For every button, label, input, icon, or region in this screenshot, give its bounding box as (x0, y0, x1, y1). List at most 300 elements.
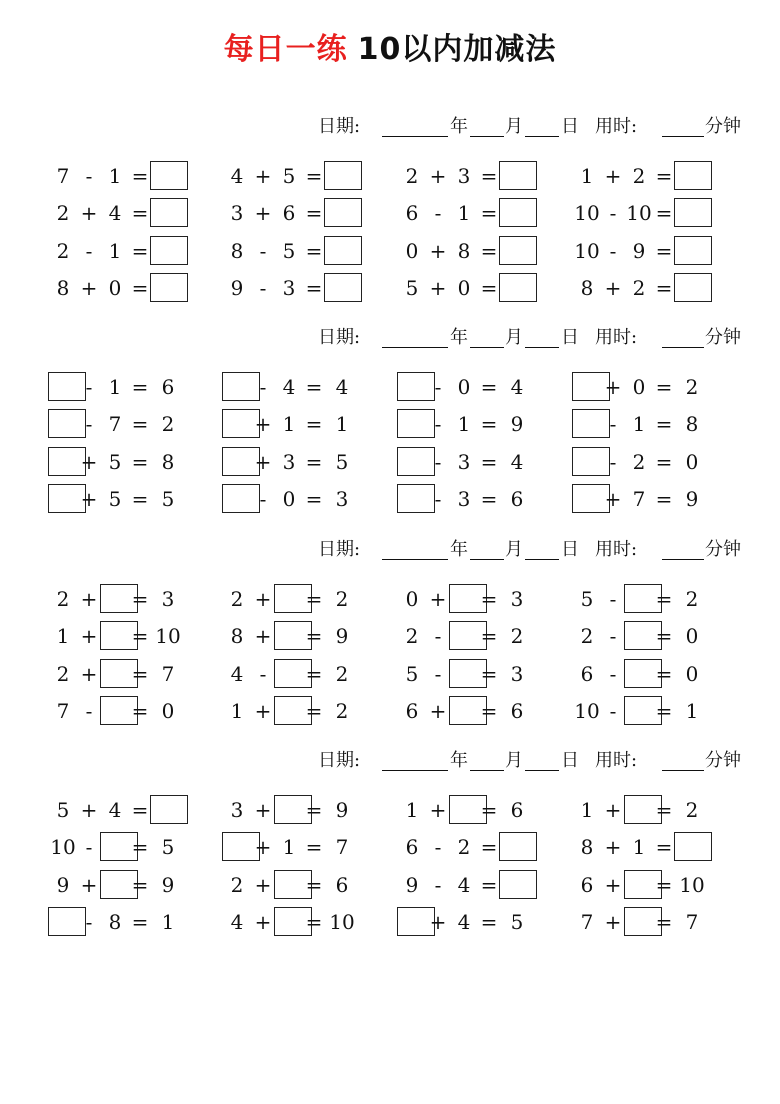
operator: - (259, 661, 267, 686)
answer-box[interactable] (674, 273, 712, 302)
equals-sign: = (131, 661, 149, 686)
answer-box[interactable] (324, 161, 362, 190)
operand: 6 (580, 661, 594, 686)
result: 9 (161, 872, 175, 897)
time-blank[interactable] (662, 347, 704, 348)
date-time-header (0, 748, 780, 774)
result: 9 (335, 798, 349, 822)
year-blank[interactable] (382, 559, 448, 560)
operator: + (254, 798, 272, 822)
answer-box[interactable] (150, 161, 188, 190)
equation (572, 160, 747, 192)
problem-row (0, 371, 780, 403)
operator: + (254, 624, 272, 649)
minute-label: 分钟 (705, 116, 741, 137)
operand: 4 (282, 375, 296, 399)
equation (397, 371, 572, 403)
result: 7 (335, 835, 349, 860)
operand: 2 (580, 624, 594, 649)
answer-box[interactable] (150, 795, 188, 824)
equals-sign: = (305, 486, 323, 511)
equation (222, 869, 397, 901)
operand: 9 (405, 872, 419, 897)
result: 6 (510, 798, 524, 822)
equals-sign: = (480, 486, 498, 511)
operator: + (80, 201, 98, 226)
operator: - (434, 486, 442, 511)
answer-box[interactable] (499, 870, 537, 899)
operand: 8 (230, 624, 244, 649)
result: 7 (685, 909, 699, 934)
operator: - (85, 909, 93, 934)
operand: 1 (108, 375, 122, 399)
equation (222, 620, 397, 652)
result: 5 (510, 909, 524, 934)
equals-sign: = (655, 624, 673, 649)
equation (397, 272, 572, 304)
operand: 8 (230, 238, 244, 263)
month-label: 月 (505, 539, 523, 560)
day-label: 日 (561, 116, 579, 137)
date-time-header (0, 114, 780, 140)
equation (397, 235, 572, 267)
operator: - (85, 375, 93, 399)
equation (572, 906, 747, 938)
operand: 8 (457, 238, 471, 263)
equation (572, 695, 747, 727)
result: 4 (335, 375, 349, 399)
equals-sign: = (131, 872, 149, 897)
operand: 2 (56, 587, 70, 611)
equation (397, 408, 572, 440)
operator: + (604, 486, 622, 511)
operand: 7 (56, 698, 70, 723)
operator: + (254, 164, 272, 188)
operand: 6 (282, 201, 296, 226)
equation (48, 583, 223, 615)
operator: - (434, 375, 442, 399)
equation (397, 906, 572, 938)
equation (572, 235, 747, 267)
equals-sign: = (480, 835, 498, 860)
operator: - (609, 661, 617, 686)
equation (572, 869, 747, 901)
operand: 6 (405, 835, 419, 860)
operator: + (429, 164, 447, 188)
operand: 8 (580, 275, 594, 300)
month-blank[interactable] (470, 559, 504, 560)
operator: - (259, 238, 267, 263)
answer-box[interactable] (674, 236, 712, 265)
equals-sign: = (480, 375, 498, 399)
operand: 1 (282, 412, 296, 437)
time-label: 用时: (595, 327, 638, 348)
result: 2 (685, 587, 699, 611)
worksheet-section (0, 325, 780, 525)
operand: 2 (405, 164, 419, 188)
operator: + (80, 798, 98, 822)
answer-box[interactable] (150, 236, 188, 265)
operand: 3 (282, 449, 296, 474)
equation (222, 658, 397, 690)
operator: - (434, 661, 442, 686)
time-label: 用时: (595, 539, 638, 560)
day-label: 日 (561, 750, 579, 771)
operand: 3 (282, 275, 296, 300)
equals-sign: = (655, 872, 673, 897)
operand: 8 (108, 909, 122, 934)
result: 6 (510, 486, 524, 511)
operator: + (254, 909, 272, 934)
equation (397, 620, 572, 652)
equals-sign: = (131, 835, 149, 860)
worksheet-section (0, 114, 780, 314)
equation (222, 583, 397, 615)
operand: 1 (632, 412, 646, 437)
equals-sign: = (480, 275, 498, 300)
operand: 1 (580, 164, 594, 188)
answer-box[interactable] (324, 273, 362, 302)
operator: + (254, 449, 272, 474)
operand: 0 (405, 587, 419, 611)
result: 2 (510, 624, 524, 649)
equals-sign: = (655, 275, 673, 300)
equals-sign: = (131, 698, 149, 723)
operand: 3 (457, 449, 471, 474)
answer-box[interactable] (324, 198, 362, 227)
equation (397, 794, 572, 826)
result: 5 (335, 449, 349, 474)
equals-sign: = (305, 238, 323, 263)
equals-sign: = (480, 201, 498, 226)
operand: 2 (632, 275, 646, 300)
problem-row (0, 695, 780, 727)
day-blank[interactable] (525, 136, 559, 137)
equals-sign: = (480, 798, 498, 822)
operator: - (609, 238, 617, 263)
equation (222, 794, 397, 826)
operand: 1 (457, 201, 471, 226)
equals-sign: = (655, 449, 673, 474)
equals-sign: = (305, 624, 323, 649)
operand: 10 (574, 238, 600, 263)
answer-box[interactable] (674, 161, 712, 190)
equals-sign: = (655, 798, 673, 822)
equals-sign: = (305, 798, 323, 822)
minute-label: 分钟 (705, 539, 741, 560)
answer-box[interactable] (499, 236, 537, 265)
operand: 1 (56, 624, 70, 649)
equals-sign: = (305, 275, 323, 300)
equation (397, 658, 572, 690)
operator: - (609, 412, 617, 437)
equals-sign: = (655, 587, 673, 611)
equation (48, 483, 223, 515)
year-blank[interactable] (382, 347, 448, 348)
operator: - (85, 412, 93, 437)
equals-sign: = (131, 587, 149, 611)
answer-box[interactable] (150, 198, 188, 227)
equals-sign: = (131, 624, 149, 649)
equals-sign: = (305, 909, 323, 934)
day-blank[interactable] (525, 559, 559, 560)
equation (48, 272, 223, 304)
equals-sign: = (131, 909, 149, 934)
equation (48, 160, 223, 192)
equation (222, 371, 397, 403)
problem-row (0, 906, 780, 938)
equals-sign: = (305, 698, 323, 723)
answer-box[interactable] (150, 273, 188, 302)
operand: 5 (56, 798, 70, 822)
equation (397, 869, 572, 901)
date-time-header (0, 325, 780, 351)
day-blank[interactable] (525, 770, 559, 771)
equals-sign: = (480, 449, 498, 474)
operand: 2 (56, 238, 70, 263)
result: 0 (685, 661, 699, 686)
equals-sign: = (305, 201, 323, 226)
operand: 1 (580, 798, 594, 822)
operand: 3 (230, 798, 244, 822)
operand: 2 (56, 661, 70, 686)
equation (48, 235, 223, 267)
equation (222, 197, 397, 229)
operand: 5 (108, 449, 122, 474)
equation (222, 160, 397, 192)
month-label: 月 (505, 327, 523, 348)
problem-row (0, 160, 780, 192)
equation (572, 272, 747, 304)
month-label: 月 (505, 750, 523, 771)
result: 6 (510, 698, 524, 723)
operator: + (604, 872, 622, 897)
date-label: 日期: (318, 750, 361, 771)
answer-box[interactable] (674, 198, 712, 227)
operator: + (254, 201, 272, 226)
operator: + (604, 909, 622, 934)
problem-row (0, 869, 780, 901)
operand: 1 (108, 238, 122, 263)
problem-row (0, 235, 780, 267)
day-label: 日 (561, 327, 579, 348)
year-blank[interactable] (382, 136, 448, 137)
result: 7 (161, 661, 175, 686)
operator: + (80, 587, 98, 611)
day-label: 日 (561, 539, 579, 560)
answer-box[interactable] (499, 832, 537, 861)
equals-sign: = (655, 909, 673, 934)
operand: 1 (108, 164, 122, 188)
month-blank[interactable] (470, 347, 504, 348)
problem-row (0, 583, 780, 615)
operand: 5 (282, 238, 296, 263)
equation (397, 446, 572, 478)
operator: + (80, 661, 98, 686)
equation (222, 408, 397, 440)
operator: - (259, 486, 267, 511)
operand: 7 (56, 164, 70, 188)
time-blank[interactable] (662, 136, 704, 137)
operator: - (609, 698, 617, 723)
result: 8 (685, 412, 699, 437)
operator: + (254, 872, 272, 897)
result: 2 (335, 698, 349, 723)
result: 0 (685, 449, 699, 474)
operand: 9 (230, 275, 244, 300)
minute-label: 分钟 (705, 327, 741, 348)
operator: + (429, 698, 447, 723)
equation (572, 371, 747, 403)
equals-sign: = (480, 164, 498, 188)
equation (572, 583, 747, 615)
equals-sign: = (655, 238, 673, 263)
operator: - (434, 449, 442, 474)
equals-sign: = (131, 412, 149, 437)
equation (222, 906, 397, 938)
year-label: 年 (450, 750, 468, 771)
equation (222, 483, 397, 515)
problem-row (0, 408, 780, 440)
equals-sign: = (480, 412, 498, 437)
result: 5 (161, 835, 175, 860)
equals-sign: = (480, 624, 498, 649)
operand: 4 (230, 909, 244, 934)
result: 1 (685, 698, 699, 723)
month-blank[interactable] (470, 136, 504, 137)
result: 3 (335, 486, 349, 511)
operand: 1 (457, 412, 471, 437)
year-blank[interactable] (382, 770, 448, 771)
date-label: 日期: (318, 116, 361, 137)
operand: 0 (405, 238, 419, 263)
operand: 7 (580, 909, 594, 934)
equation (222, 695, 397, 727)
result: 10 (155, 624, 181, 649)
operand: 1 (230, 698, 244, 723)
result: 2 (161, 412, 175, 437)
equation (222, 235, 397, 267)
operator: + (429, 798, 447, 822)
operand: 3 (457, 164, 471, 188)
operand: 4 (457, 872, 471, 897)
equation (572, 831, 747, 863)
operand: 1 (282, 835, 296, 860)
answer-box[interactable] (499, 161, 537, 190)
worksheet-section (0, 748, 780, 948)
month-label: 月 (505, 116, 523, 137)
operand: 4 (230, 164, 244, 188)
result: 2 (335, 587, 349, 611)
problem-row (0, 620, 780, 652)
operand: 10 (574, 201, 600, 226)
equation (48, 620, 223, 652)
title-daily-practice: 每日一练 (223, 32, 348, 67)
equals-sign: = (131, 486, 149, 511)
operator: + (604, 835, 622, 860)
result: 1 (335, 412, 349, 437)
result: 3 (510, 661, 524, 686)
operator: + (604, 164, 622, 188)
month-blank[interactable] (470, 770, 504, 771)
problem-row (0, 483, 780, 515)
day-blank[interactable] (525, 347, 559, 348)
equation (572, 658, 747, 690)
operand: 7 (108, 412, 122, 437)
problem-row (0, 658, 780, 690)
problem-row (0, 831, 780, 863)
result: 6 (161, 375, 175, 399)
operator: - (434, 412, 442, 437)
operand: 9 (632, 238, 646, 263)
operand: 5 (405, 661, 419, 686)
equals-sign: = (131, 798, 149, 822)
operand: 10 (574, 698, 600, 723)
year-label: 年 (450, 327, 468, 348)
operator: + (80, 872, 98, 897)
operator: + (604, 798, 622, 822)
result: 6 (335, 872, 349, 897)
equals-sign: = (131, 164, 149, 188)
problem-row (0, 272, 780, 304)
operand: 6 (580, 872, 594, 897)
operator: - (434, 201, 442, 226)
result: 1 (161, 909, 175, 934)
equation (572, 408, 747, 440)
equals-sign: = (480, 238, 498, 263)
equals-sign: = (131, 238, 149, 263)
equation (572, 197, 747, 229)
operator: - (259, 275, 267, 300)
result: 9 (510, 412, 524, 437)
operand: 3 (230, 201, 244, 226)
operator: + (80, 275, 98, 300)
worksheet-title (0, 24, 780, 68)
equation (572, 446, 747, 478)
time-blank[interactable] (662, 559, 704, 560)
equation (48, 371, 223, 403)
answer-box[interactable] (499, 198, 537, 227)
answer-box[interactable] (499, 273, 537, 302)
equals-sign: = (131, 449, 149, 474)
operator: + (254, 835, 272, 860)
operand: 4 (457, 909, 471, 934)
equation (48, 906, 223, 938)
operand: 0 (632, 375, 646, 399)
equation (222, 272, 397, 304)
operand: 2 (230, 587, 244, 611)
operand: 0 (457, 275, 471, 300)
operator: - (609, 587, 617, 611)
answer-box[interactable] (324, 236, 362, 265)
operator: + (429, 587, 447, 611)
equals-sign: = (305, 661, 323, 686)
equation (572, 620, 747, 652)
operand: 2 (56, 201, 70, 226)
operator: - (434, 872, 442, 897)
year-label: 年 (450, 539, 468, 560)
equals-sign: = (480, 587, 498, 611)
operand: 0 (108, 275, 122, 300)
operator: - (85, 835, 93, 860)
equation (48, 658, 223, 690)
worksheet-section (0, 537, 780, 737)
equation (48, 869, 223, 901)
operator: - (85, 238, 93, 263)
answer-box[interactable] (674, 832, 712, 861)
operand: 9 (56, 872, 70, 897)
time-blank[interactable] (662, 770, 704, 771)
